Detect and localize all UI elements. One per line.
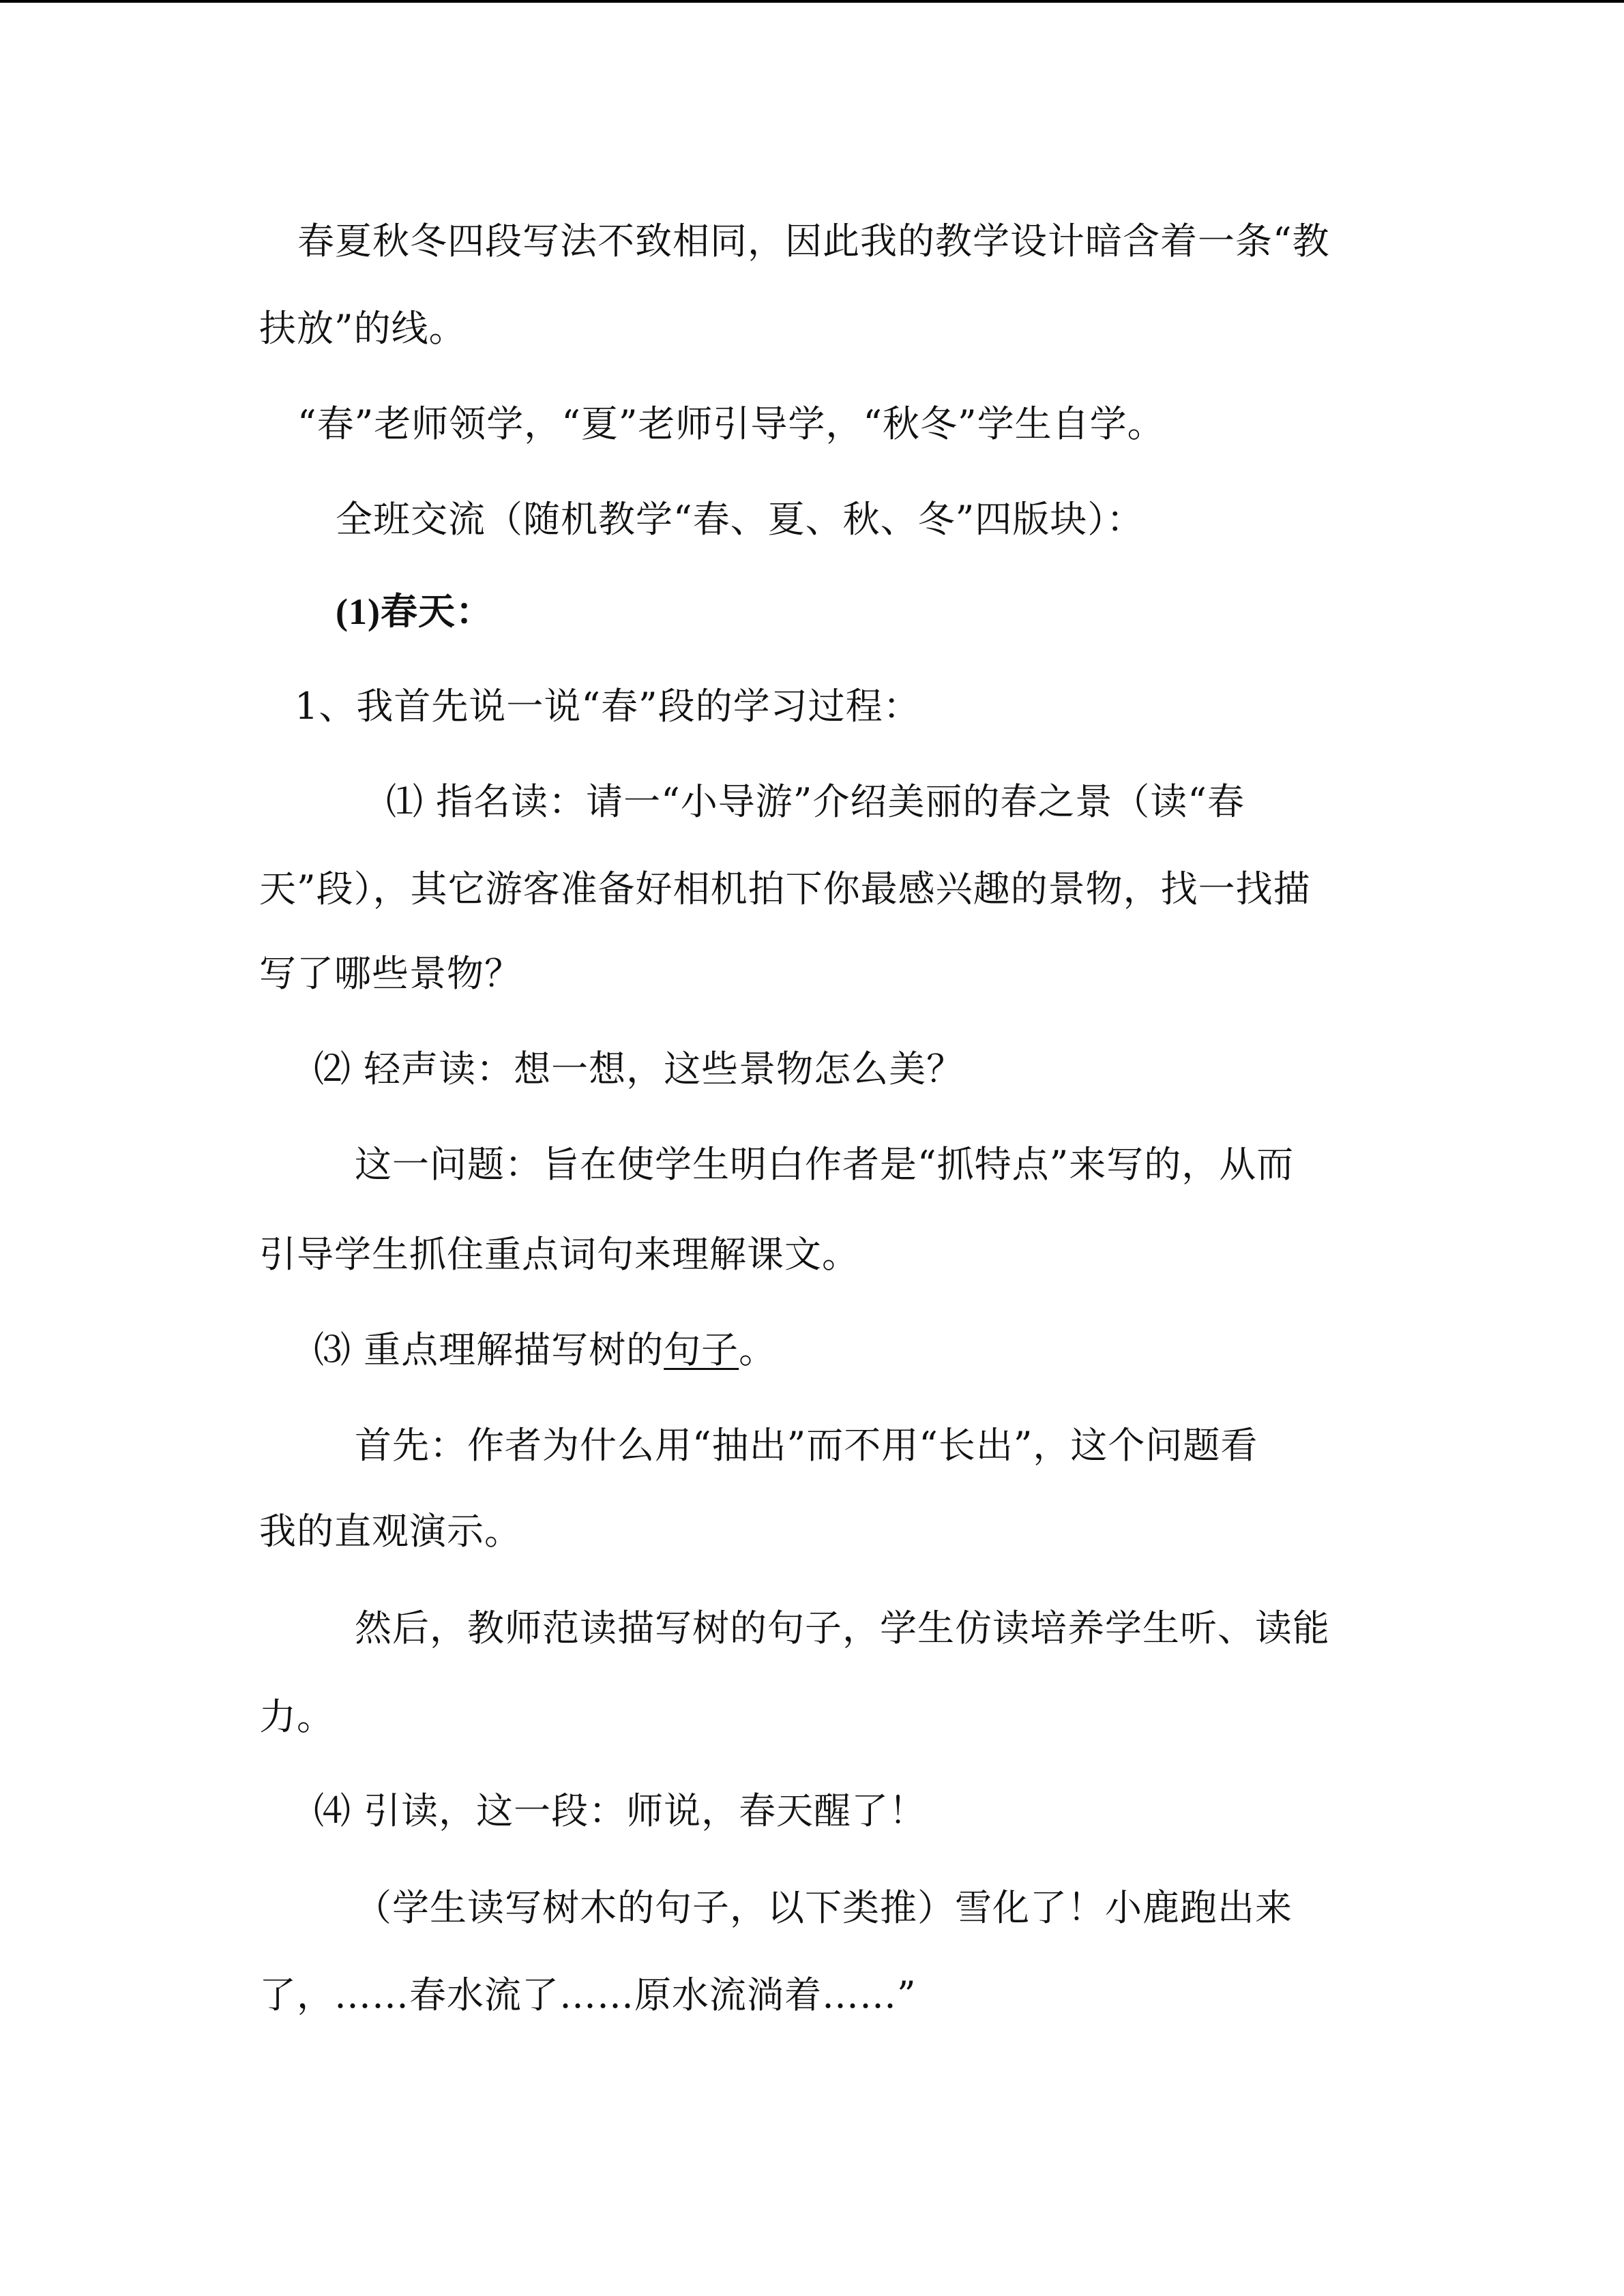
paragraph-line: 扶放”的线。 (259, 307, 467, 350)
paragraph-line: 引导学生抓住重点词句来理解课文。 (259, 1233, 859, 1276)
paragraph-line: 力。 (259, 1695, 334, 1738)
paragraph-line: ⑵ 轻声读：想一想，这些景物怎么美？ (314, 1047, 964, 1090)
paragraph-line: 1、我首先说一说“春”段的学习过程： (295, 685, 921, 728)
line-text: 。 (739, 1328, 777, 1371)
section-heading: (1)春天： (336, 591, 493, 632)
paragraph-line: ⑴ 指名读：请一“小导游”介绍美丽的春之景（读“春 (386, 780, 1245, 823)
paragraph-line: 首先：作者为什么用“抽出”而不用“长出”，这个问题看 (355, 1424, 1258, 1467)
paragraph-line (314, 1328, 776, 1372)
paragraph-line: “春”老师领学，“夏”老师引导学，“秋冬”学生自学。 (297, 402, 1165, 445)
line-text: ⑶ 重点理解描写树的 (314, 1328, 664, 1371)
paragraph-line: 了，……春水流了……原水流淌着……” (259, 1973, 917, 2016)
paragraph-line: 天”段），其它游客准备好相机拍下你最感兴趣的景物，找一找描 (259, 867, 1311, 910)
paragraph-line: 我的直观演示。 (259, 1510, 522, 1553)
paragraph-line: 这一问题：旨在使学生明白作者是“抓特点”来写的，从而 (355, 1143, 1295, 1186)
paragraph-line: ⑷ 引读，这一段：师说，春天醒了！ (314, 1789, 927, 1832)
paragraph-line: 然后，教师范读描写树的句子，学生仿读培养学生听、读能 (355, 1607, 1330, 1650)
paragraph-line: 春夏秋冬四段写法不致相同，因此我的教学设计暗含着一条“教 (297, 220, 1330, 263)
paragraph-line: 全班交流（随机教学“春、夏、秋、冬”四版块）： (336, 498, 1145, 541)
underlined-word: 句子 (664, 1328, 739, 1371)
paragraph-line: （学生读写树木的句子，以下类推）雪化了！小鹿跑出来 (355, 1886, 1293, 1929)
paragraph-line: 写了哪些景物？ (259, 952, 522, 995)
